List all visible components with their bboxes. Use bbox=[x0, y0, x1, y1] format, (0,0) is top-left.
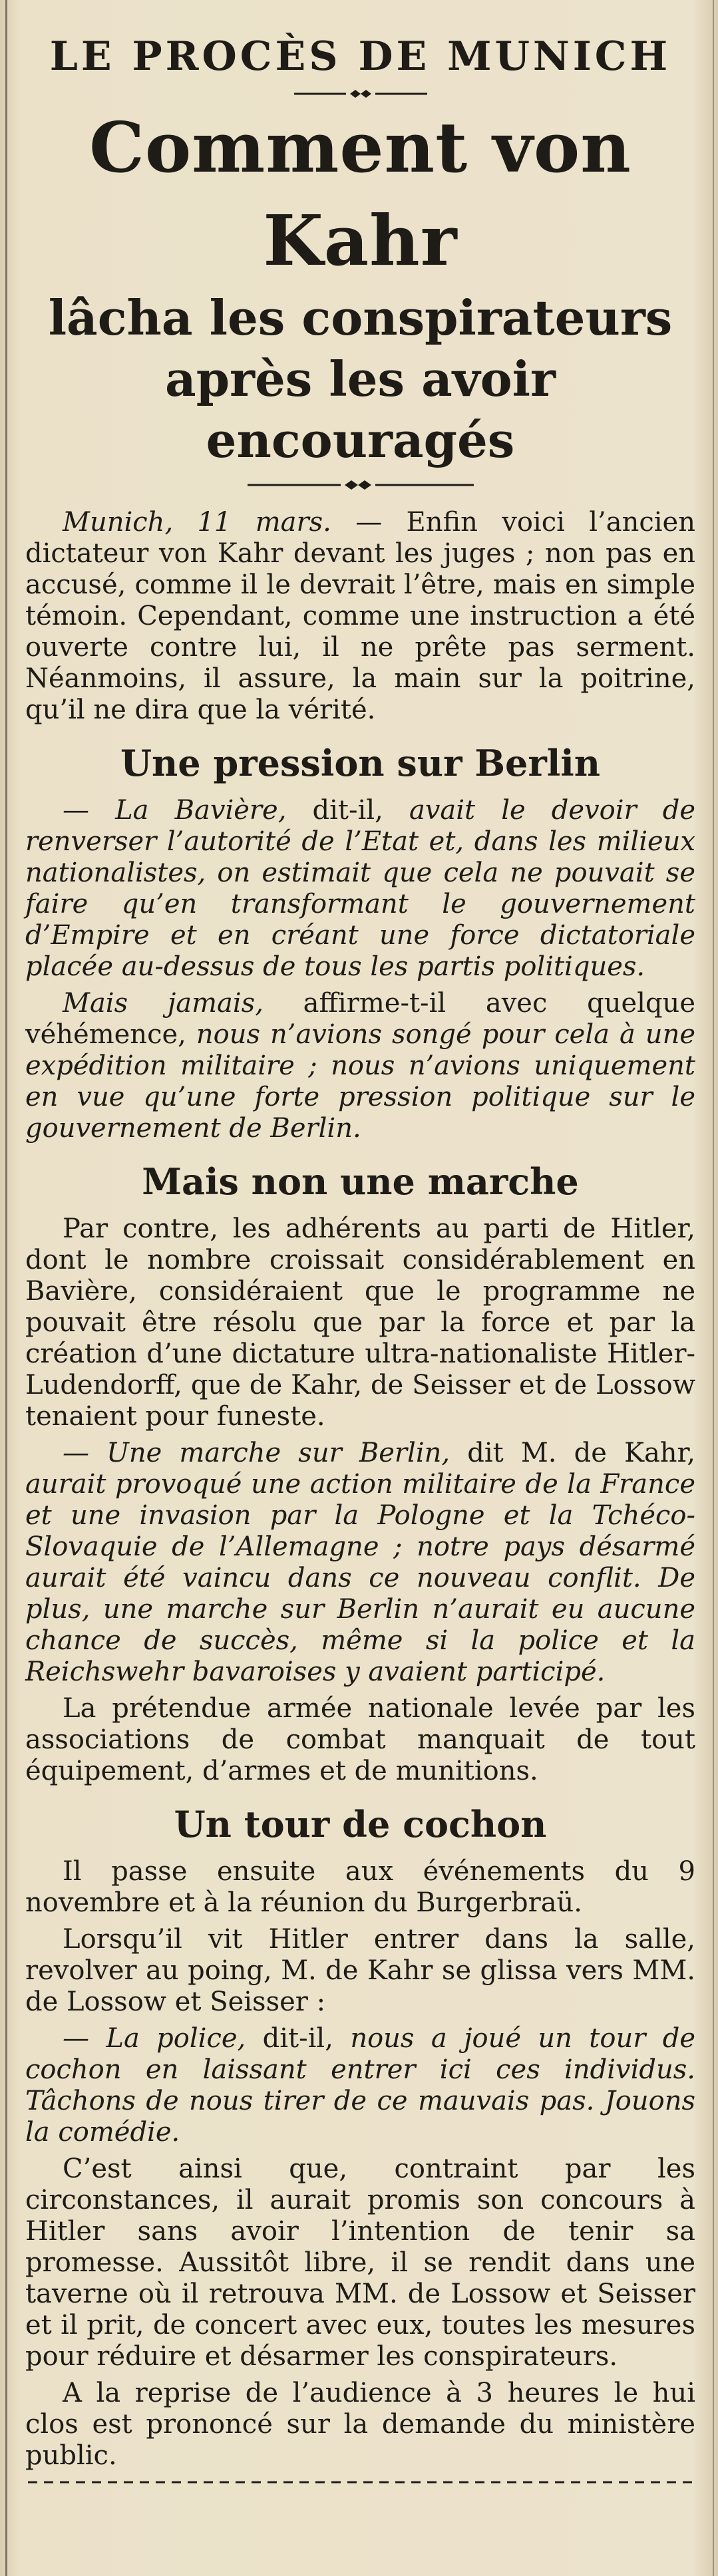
paragraph: — Une marche sur Berlin, dit M. de Kahr, aurait provoqué une action militaire de la France et une invasion par la Pologne et la Tchéco-Slovaquie de l’Allemagne ; notre pays désarmé aurait été vaincu dans ce nouveau conflit. De plus, une marche sur Berlin n’aurait eu aucune chance de succès, même si la police et la Reichswehr bavaroises y avaient participé. bbox=[25, 1438, 695, 1687]
column-rule-left bbox=[5, 0, 7, 2576]
paragraph: — La police, dit-il, nous a joué un tour de cochon en laissant entrer ici ces individus. Tâchons de nous tirer de ce mauvais pas. Jouons la comédie. bbox=[25, 2023, 696, 2148]
paragraph: — La Bavière, dit-il, avait le devoir de renverser l’autorité de l’Etat et, dans les milieux nationalistes, on estimait que cela ne pouvait se faire qu’en transformant le gouvernement d’Empire et en créant une force dictatoriale placée au-dessus de tous les partis politiques. bbox=[25, 795, 696, 982]
bottom-dotted-rule bbox=[28, 2478, 693, 2486]
paragraph: C’est ainsi que, contraint par les circonstances, il aurait promis son concours à Hitler sans avoir l’intention de tenir sa promesse. Aussitôt libre, il se rendit dans une taverne où il retrouva MM. de Lossow et Seisser et il prit, de concert avec eux, toutes les mesures pour réduire et désarmer les conspirateurs. bbox=[25, 2154, 695, 2372]
column-rule-right bbox=[713, 0, 714, 2576]
paragraph: A la reprise de l’audience à 3 heures le hui clos est prononcé sur la demande du ministère public. bbox=[25, 2378, 695, 2471]
kicker-title: LE PROCÈS DE MUNICH bbox=[49, 33, 671, 80]
intro-paragraph bbox=[25, 507, 695, 726]
paragraph: Il passe ensuite aux événements du 9 novembre et à la réunion du Burgerbraü. bbox=[25, 1856, 695, 1918]
subheading-marche: Mais non une marche bbox=[142, 1160, 579, 1203]
paragraph: Par contre, les adhérents au parti de Hitler, dont le nombre croissait considérablement en Bavière, considéraient que le programme ne pouvait être résolu que par la force et par la création d’une dictature ultra-nationaliste Hitler-Ludendorff, que de Kahr, de Seisser et de Lossow tenaient pour funeste. bbox=[25, 1213, 695, 1432]
intro-text: — Enfin voici l’ancien dictateur von Kahr devant les juges ; non pas en accusé, comme il le devrait l’être, mais en simple témoin. Cependant, comme une instruction a été ouverte contre lui, il ne prête pas serment. Néanmoins, il assure, la main sur la poitrine, qu’il ne dira que la vérité. bbox=[25, 507, 695, 725]
dateline: Munich, 11 mars. bbox=[63, 507, 331, 538]
ornament-divider-icon bbox=[248, 476, 474, 494]
deck-line-1: lâcha les conspirateurs bbox=[48, 289, 673, 346]
subheading-pression: Une pression sur Berlin bbox=[120, 742, 601, 784]
paragraph: Mais jamais, affirme-t-il avec quelque véhémence, nous n’avions songé pour cela à une expédition militaire ; nous n’avions uniquement en vue qu’une forte pression politique sur le gouvernement de Berlin. bbox=[25, 988, 696, 1144]
paragraph: Lorsqu’il vit Hitler entrer dans la salle, revolver au poing, M. de Kahr se glissa vers MM. de Lossow et Seisser : bbox=[25, 1924, 695, 2017]
ornament-divider-icon bbox=[294, 86, 427, 101]
deck-line-2: après les avoir encouragés bbox=[165, 351, 556, 468]
subheading-cochon: Un tour de cochon bbox=[174, 1803, 547, 1846]
paragraph: La prétendue armée nationale levée par les associations de combat manquait de tout équipement, d’armes et de munitions. bbox=[25, 1693, 695, 1786]
headline: Comment von Kahr bbox=[89, 106, 631, 281]
